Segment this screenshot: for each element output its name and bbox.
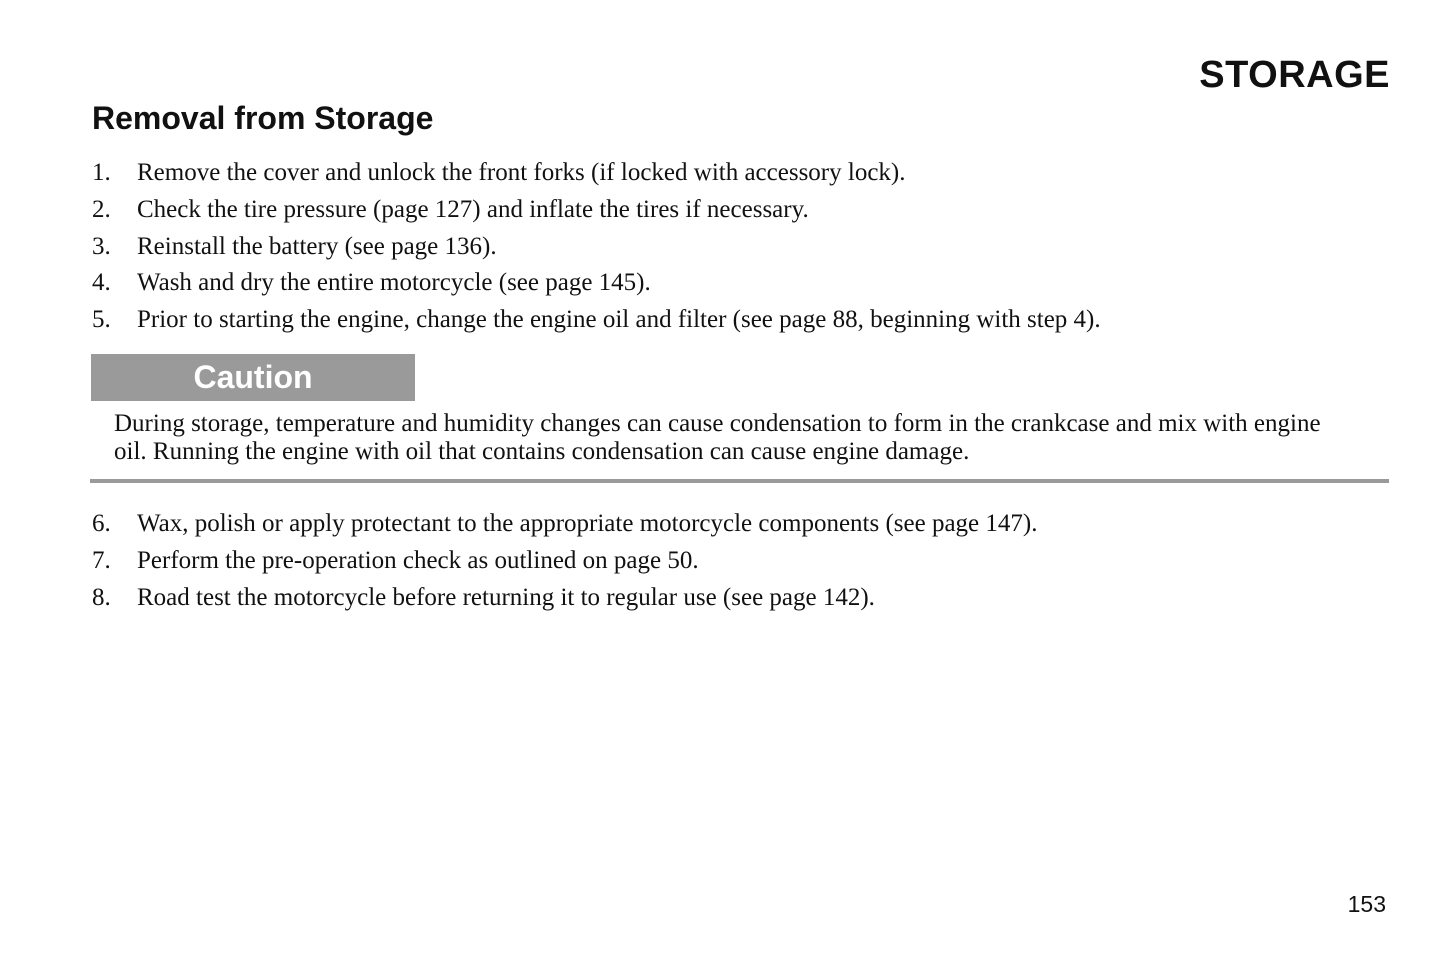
step-text: Reinstall the battery (see page 136). <box>137 232 497 260</box>
step-text: Prior to starting the engine, change the engine oil and filter (see page 88, beginning with step 4). <box>137 306 1101 334</box>
step-item <box>92 192 1101 229</box>
step-text: Perform the pre-operation check as outlined on page 50. <box>137 546 699 574</box>
step-number: 7. <box>92 546 111 574</box>
steps-list-before-caution <box>92 155 1101 339</box>
step-number: 6. <box>92 510 111 537</box>
step-text: Road test the motorcycle before returning it to regular use (see page 142). <box>137 583 875 611</box>
step-number: 2. <box>92 195 111 223</box>
step-text: Wash and dry the entire motorcycle (see page 145). <box>137 269 651 297</box>
step-number: 8. <box>92 583 111 611</box>
section-title: STORAGE <box>1199 54 1390 96</box>
step-item <box>92 265 1101 302</box>
caution-label: Caution <box>91 354 415 401</box>
step-number: 3. <box>92 232 111 260</box>
step-item <box>92 155 1101 192</box>
caution-text: During storage, temperature and humidity changes can cause condensation to form in the crankcase and mix with engine oil. Running the engine with oil that contains condensation can cause engine damage. <box>114 410 1321 465</box>
step-text: Remove the cover and unlock the front forks (if locked with accessory lock). <box>137 159 906 186</box>
subheading-removal-from-storage: Removal from Storage <box>92 100 434 136</box>
step-number: 1. <box>92 159 111 186</box>
step-item <box>92 229 1101 266</box>
step-number: 5. <box>92 306 111 334</box>
step-text: Wax, polish or apply protectant to the appropriate motorcycle components (see page 147). <box>137 510 1038 537</box>
step-item <box>92 506 1037 543</box>
steps-list-after-caution <box>92 506 1037 616</box>
caution-divider <box>90 479 1389 483</box>
step-text: Check the tire pressure (page 127) and inflate the tires if necessary. <box>137 195 809 223</box>
step-number: 4. <box>92 269 111 297</box>
step-item <box>92 580 1037 617</box>
step-item <box>92 302 1101 339</box>
page-number: 153 <box>1347 891 1386 917</box>
step-item <box>92 543 1037 580</box>
